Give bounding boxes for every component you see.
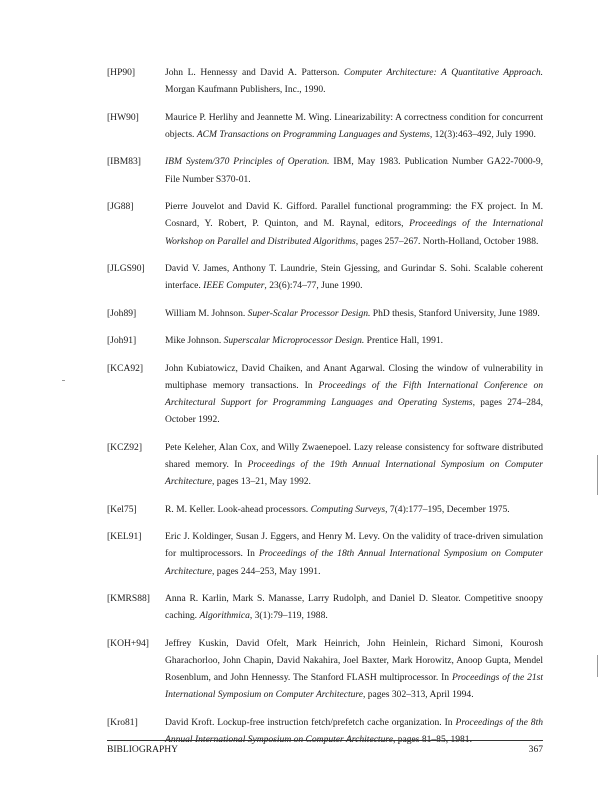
- scan-artifact-mark: [597, 455, 598, 495]
- bib-text-run: John L. Hennessy and David A. Patterson.: [165, 67, 344, 78]
- bib-entry: [107, 109, 543, 143]
- bib-text-run: PhD thesis, Stanford University, June 1989.: [370, 307, 540, 319]
- bib-title-italic: IEEE Computer: [203, 280, 265, 292]
- bib-title-italic: Algorithmica: [199, 610, 250, 622]
- bib-text-run: Mike Johnson.: [165, 335, 224, 347]
- scan-artifact-mark: [597, 655, 598, 677]
- scan-artifact-mark: [62, 380, 65, 381]
- bib-entry: [107, 305, 543, 322]
- bib-title-italic: Proceedings of the Fifth International Conference on Architectural Support for Programming Languages and Operating Systems: [165, 379, 543, 409]
- bib-key: [KCZ92]: [107, 441, 142, 453]
- bib-text-run: , pages 81–85, 1981.: [392, 734, 472, 746]
- bib-text-run: John Kubiatowicz, David Chaiken, and Anant Agarwal. Closing the window of vulnerability in multiphase memory transactions. In: [165, 362, 543, 391]
- footer-rule: [107, 740, 543, 741]
- bib-text: [165, 198, 543, 250]
- bib-key: [IBM83]: [107, 156, 141, 168]
- bib-key: [Kro81]: [107, 716, 138, 728]
- bib-text-run: Morgan Kaufmann Publishers, Inc., 1990.: [165, 84, 326, 96]
- bib-title-italic: Proceedings of the International Workshop on Parallel and Distributed Algorithms: [165, 218, 544, 247]
- bib-title-italic: Proceedings of the 8th Annual International Symposium on Computer Architecture: [165, 716, 543, 746]
- bib-key: [JLGS90]: [107, 263, 145, 275]
- bib-key: [KOH+94]: [107, 637, 149, 649]
- bib-text-run: Pete Keleher, Alan Cox, and Willy Zwaenepoel. Lazy release consistency for software distributed shared memory. In: [165, 441, 543, 471]
- bib-entry: [107, 332, 543, 349]
- bib-text: [165, 153, 543, 187]
- bib-text-run: Jeffrey Kuskin, David Ofelt, Mark Heinrich, John Heinlein, Richard Simoni, Kourosh Gharachorloo, John Chapin, David Nakahira, Joel Baxter, Mark Horowitz, Anoop Gupta, Mendel Rosenblum, and John Hennessy. The Stanford FLASH multiprocessor. In: [165, 637, 543, 684]
- bib-text: [165, 332, 543, 349]
- bib-text-run: Eric J. Koldinger, Susan J. Eggers, and Henry M. Levy. On the validity of trace-driven simulation for multiprocessors. In: [165, 531, 543, 560]
- bib-text-run: , pages 244–253, May 1991.: [212, 565, 321, 577]
- bib-title-italic: IBM System/370 Principles of Operation.: [165, 156, 330, 168]
- bib-entry: [107, 153, 543, 187]
- bib-key: [Joh91]: [107, 335, 137, 347]
- bib-entry: [107, 198, 543, 250]
- bib-title-italic: Proceedings of the 18th Annual International Symposium on Computer Architecture: [165, 548, 543, 577]
- bib-text-run: , pages 302–313, April 1994.: [363, 689, 474, 701]
- bib-title-italic: Computer Architecture: A Quantitative Approach.: [343, 67, 543, 78]
- bib-entry: [107, 64, 543, 98]
- bib-text: [165, 64, 543, 98]
- bib-text-run: , 3(1):79–119, 1988.: [249, 610, 328, 622]
- bib-text-run: William M. Johnson.: [165, 307, 248, 319]
- bib-title-italic: Computing Surveys: [310, 503, 386, 515]
- bib-text-run: , 7(4):177–195, December 1975.: [385, 503, 510, 515]
- bib-key: [Kel75]: [107, 503, 137, 515]
- bib-key: [Joh89]: [107, 307, 137, 319]
- bib-text-run: , 12(3):463–492, July 1990.: [429, 128, 536, 140]
- footer-page-number: 367: [528, 744, 543, 755]
- bib-text-run: David Kroft. Lockup-free instruction fetch/prefetch cache organization. In: [165, 716, 456, 728]
- bib-entry: [107, 439, 543, 491]
- bib-key: [JG88]: [107, 201, 134, 213]
- bib-text-run: Maurice P. Herlihy and Jeannette M. Wing. Linearizability: A correctness condition for concurrent objects.: [165, 111, 543, 140]
- bibliography-list: [107, 64, 543, 759]
- bib-text: [165, 590, 543, 624]
- bib-entry: [107, 260, 543, 294]
- bib-text: [165, 360, 543, 429]
- bib-text-run: Prentice Hall, 1991.: [364, 335, 444, 347]
- bib-text-run: R. M. Keller. Look-ahead processors.: [165, 503, 311, 515]
- bib-key: [HW90]: [107, 111, 139, 123]
- bib-key: [HP90]: [107, 67, 136, 78]
- bib-text: [165, 305, 543, 322]
- bib-entry: [107, 590, 543, 624]
- bib-text-run: IBM, May 1983. Publication Number GA22-7000-9, File Number S370-01.: [165, 156, 543, 185]
- bib-entry: [107, 635, 543, 704]
- bib-title-italic: ACM Transactions on Programming Languages and Systems: [196, 128, 430, 140]
- bib-text: [165, 635, 543, 704]
- bib-title-italic: Proceedings of the 19th Annual International Symposium on Computer Architecture: [165, 459, 543, 488]
- bib-text: [165, 439, 543, 491]
- bib-text-run: , pages 13–21, May 1992.: [212, 476, 311, 488]
- bib-text-run: Pierre Jouvelot and David K. Gifford. Parallel functional programming: the FX project. In M. Cosnard, Y. Robert, P. Quinton, and M. Raynal, editors,: [165, 201, 543, 230]
- bib-key: [KCA92]: [107, 362, 144, 374]
- bib-key: [KEL91]: [107, 531, 142, 543]
- bib-title-italic: Super-Scalar Processor Design.: [247, 307, 371, 319]
- footer-section-title: BIBLIOGRAPHY: [107, 744, 179, 755]
- bib-entry: [107, 528, 543, 580]
- page-footer: [107, 744, 543, 755]
- bib-entry: [107, 501, 543, 518]
- bib-key: [KMRS88]: [107, 593, 150, 605]
- bib-text: [165, 260, 543, 294]
- bib-text-run: , 23(6):74–77, June 1990.: [264, 280, 363, 292]
- bib-text: [165, 501, 543, 518]
- bib-text-run: , pages 274–284, October 1992.: [165, 397, 543, 426]
- bib-text-run: David V. James, Anthony T. Laundrie, Stein Gjessing, and Gurindar S. Sohi. Scalable coherent interface.: [165, 263, 543, 292]
- bib-entry: [107, 360, 543, 429]
- bib-text-run: Anna R. Karlin, Mark S. Manasse, Larry Rudolph, and Daniel D. Sleator. Competitive snoopy caching.: [165, 593, 543, 622]
- bib-text: [165, 528, 543, 580]
- bib-text: [165, 109, 543, 143]
- bib-title-italic: Proceedings of the 21st International Symposium on Computer Architecture: [165, 672, 543, 701]
- bib-title-italic: Superscalar Microprocessor Design.: [223, 335, 365, 347]
- bib-text-run: , pages 257–267. North-Holland, October 1988.: [355, 235, 539, 247]
